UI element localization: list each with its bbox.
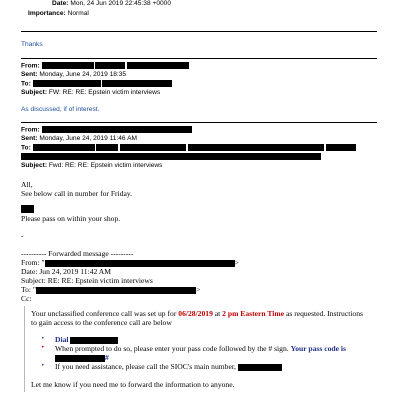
message-dash: - <box>21 231 24 240</box>
forwarded-date: Date: Jun 24, 2019 11:42 AM <box>21 267 111 276</box>
as-discussed: As discussed, if of interest. <box>21 106 100 113</box>
fwd1-from <box>21 62 189 70</box>
header-importance <box>28 10 89 18</box>
bullet3 <box>55 362 282 371</box>
bullet2-hash: # <box>105 353 109 362</box>
quoted-p1-text: at <box>212 309 223 318</box>
forwarded-from: From: " > <box>21 258 239 267</box>
fwd1-subject-value: FW: RE: RE: Epstein victim interviews <box>48 89 161 96</box>
forwarded-cc: Cc: <box>21 294 32 303</box>
redaction <box>42 62 94 69</box>
redaction <box>102 80 172 87</box>
divider <box>21 122 377 123</box>
redaction <box>45 260 235 267</box>
fwd2-sent-label: Sent: <box>21 135 38 142</box>
forwarded-to-label: To: " <box>21 285 37 294</box>
redaction <box>33 144 95 151</box>
bullet-icon: • <box>41 335 45 342</box>
fwd1-sent-value: Monday, June 24, 2019 18:35 <box>39 71 127 78</box>
redaction <box>55 355 105 362</box>
redaction <box>95 62 125 69</box>
quoted-p1 <box>31 309 363 318</box>
forwarded-banner: ---------- Forwarded message --------- <box>21 249 134 258</box>
redaction <box>70 337 118 344</box>
bullet1 <box>55 335 118 344</box>
fwd2-to-label: To: <box>21 144 31 152</box>
fwd2-from <box>21 126 192 134</box>
quoted-p1-text: as requested. Instructions <box>284 309 363 318</box>
fwd2-sent-value: Monday, June 24, 2019 11:46 AM <box>39 135 137 142</box>
redaction <box>21 153 321 160</box>
redaction <box>127 62 189 69</box>
fwd1-to <box>21 80 172 88</box>
bullet-icon: • <box>41 362 45 369</box>
redaction <box>188 144 324 151</box>
forwarded-from-label: From: " <box>21 258 45 267</box>
header-importance-label: Importance: <box>28 10 66 17</box>
fwd1-subject <box>21 89 160 97</box>
quoted-closing: Let me know if you need me to forward the information to anyone. <box>31 380 235 389</box>
quoted-p1-text: Your unclassified conference call was set up for <box>31 309 179 318</box>
quote-bar <box>24 306 25 392</box>
bullet1-label: Dial <box>55 335 69 344</box>
fwd1-subject-label: Subject: <box>21 89 48 96</box>
redaction <box>238 364 282 371</box>
divider <box>21 31 377 32</box>
redaction <box>21 205 34 213</box>
redaction <box>36 287 196 294</box>
message-line1: See below call in number for Friday. <box>21 189 133 198</box>
redaction <box>33 80 101 87</box>
fwd2-subject <box>21 162 162 170</box>
header-date-value: Mon, 24 Jun 2019 22:45:38 +0000 <box>70 0 171 7</box>
bullet2 <box>55 344 346 353</box>
forwarded-subject: Subject: RE: RE: Epstein victim interviews <box>21 276 153 285</box>
bullet2-text: When prompted to do so, please enter your pass code followed by the # sign. <box>55 344 289 353</box>
bullet3-text: If you need assistance, please call the SIOC's main number, <box>55 362 236 371</box>
redaction <box>96 144 118 151</box>
redaction <box>42 126 192 133</box>
redaction <box>120 144 186 151</box>
body-thanks: Thanks <box>21 41 43 48</box>
message-line2: Please pass on within your shop. <box>21 214 121 223</box>
fwd2-to <box>21 144 356 152</box>
message-greeting: All, <box>21 180 33 189</box>
fwd1-from-label: From: <box>21 62 40 70</box>
fwd1-to-label: To: <box>21 80 31 88</box>
fwd2-subject-value: Fwd: RE: RE: Epstein victim interviews <box>48 162 163 169</box>
divider <box>21 58 377 59</box>
fwd2-subject-label: Subject: <box>21 162 48 169</box>
quoted-time: 2 pm Eastern Time <box>222 309 285 318</box>
bullet-icon: • <box>41 344 45 351</box>
fwd2-from-label: From: <box>21 126 40 134</box>
header-date-label: Date: <box>52 0 69 7</box>
header-importance-value: Normal <box>67 10 89 17</box>
bullet2-line2 <box>55 353 109 362</box>
forwarded-to: To: " > <box>21 285 201 294</box>
bullet2-pass: Your pass code is <box>290 344 346 353</box>
redaction <box>326 144 356 151</box>
fwd2-sent <box>21 135 137 143</box>
quoted-date: 06/28/2019 <box>178 309 213 318</box>
fwd1-sent <box>21 71 126 79</box>
quoted-p1-line2: to gain access to the conference call are below <box>31 318 172 327</box>
fwd1-sent-label: Sent: <box>21 71 38 78</box>
header-date <box>52 0 171 8</box>
